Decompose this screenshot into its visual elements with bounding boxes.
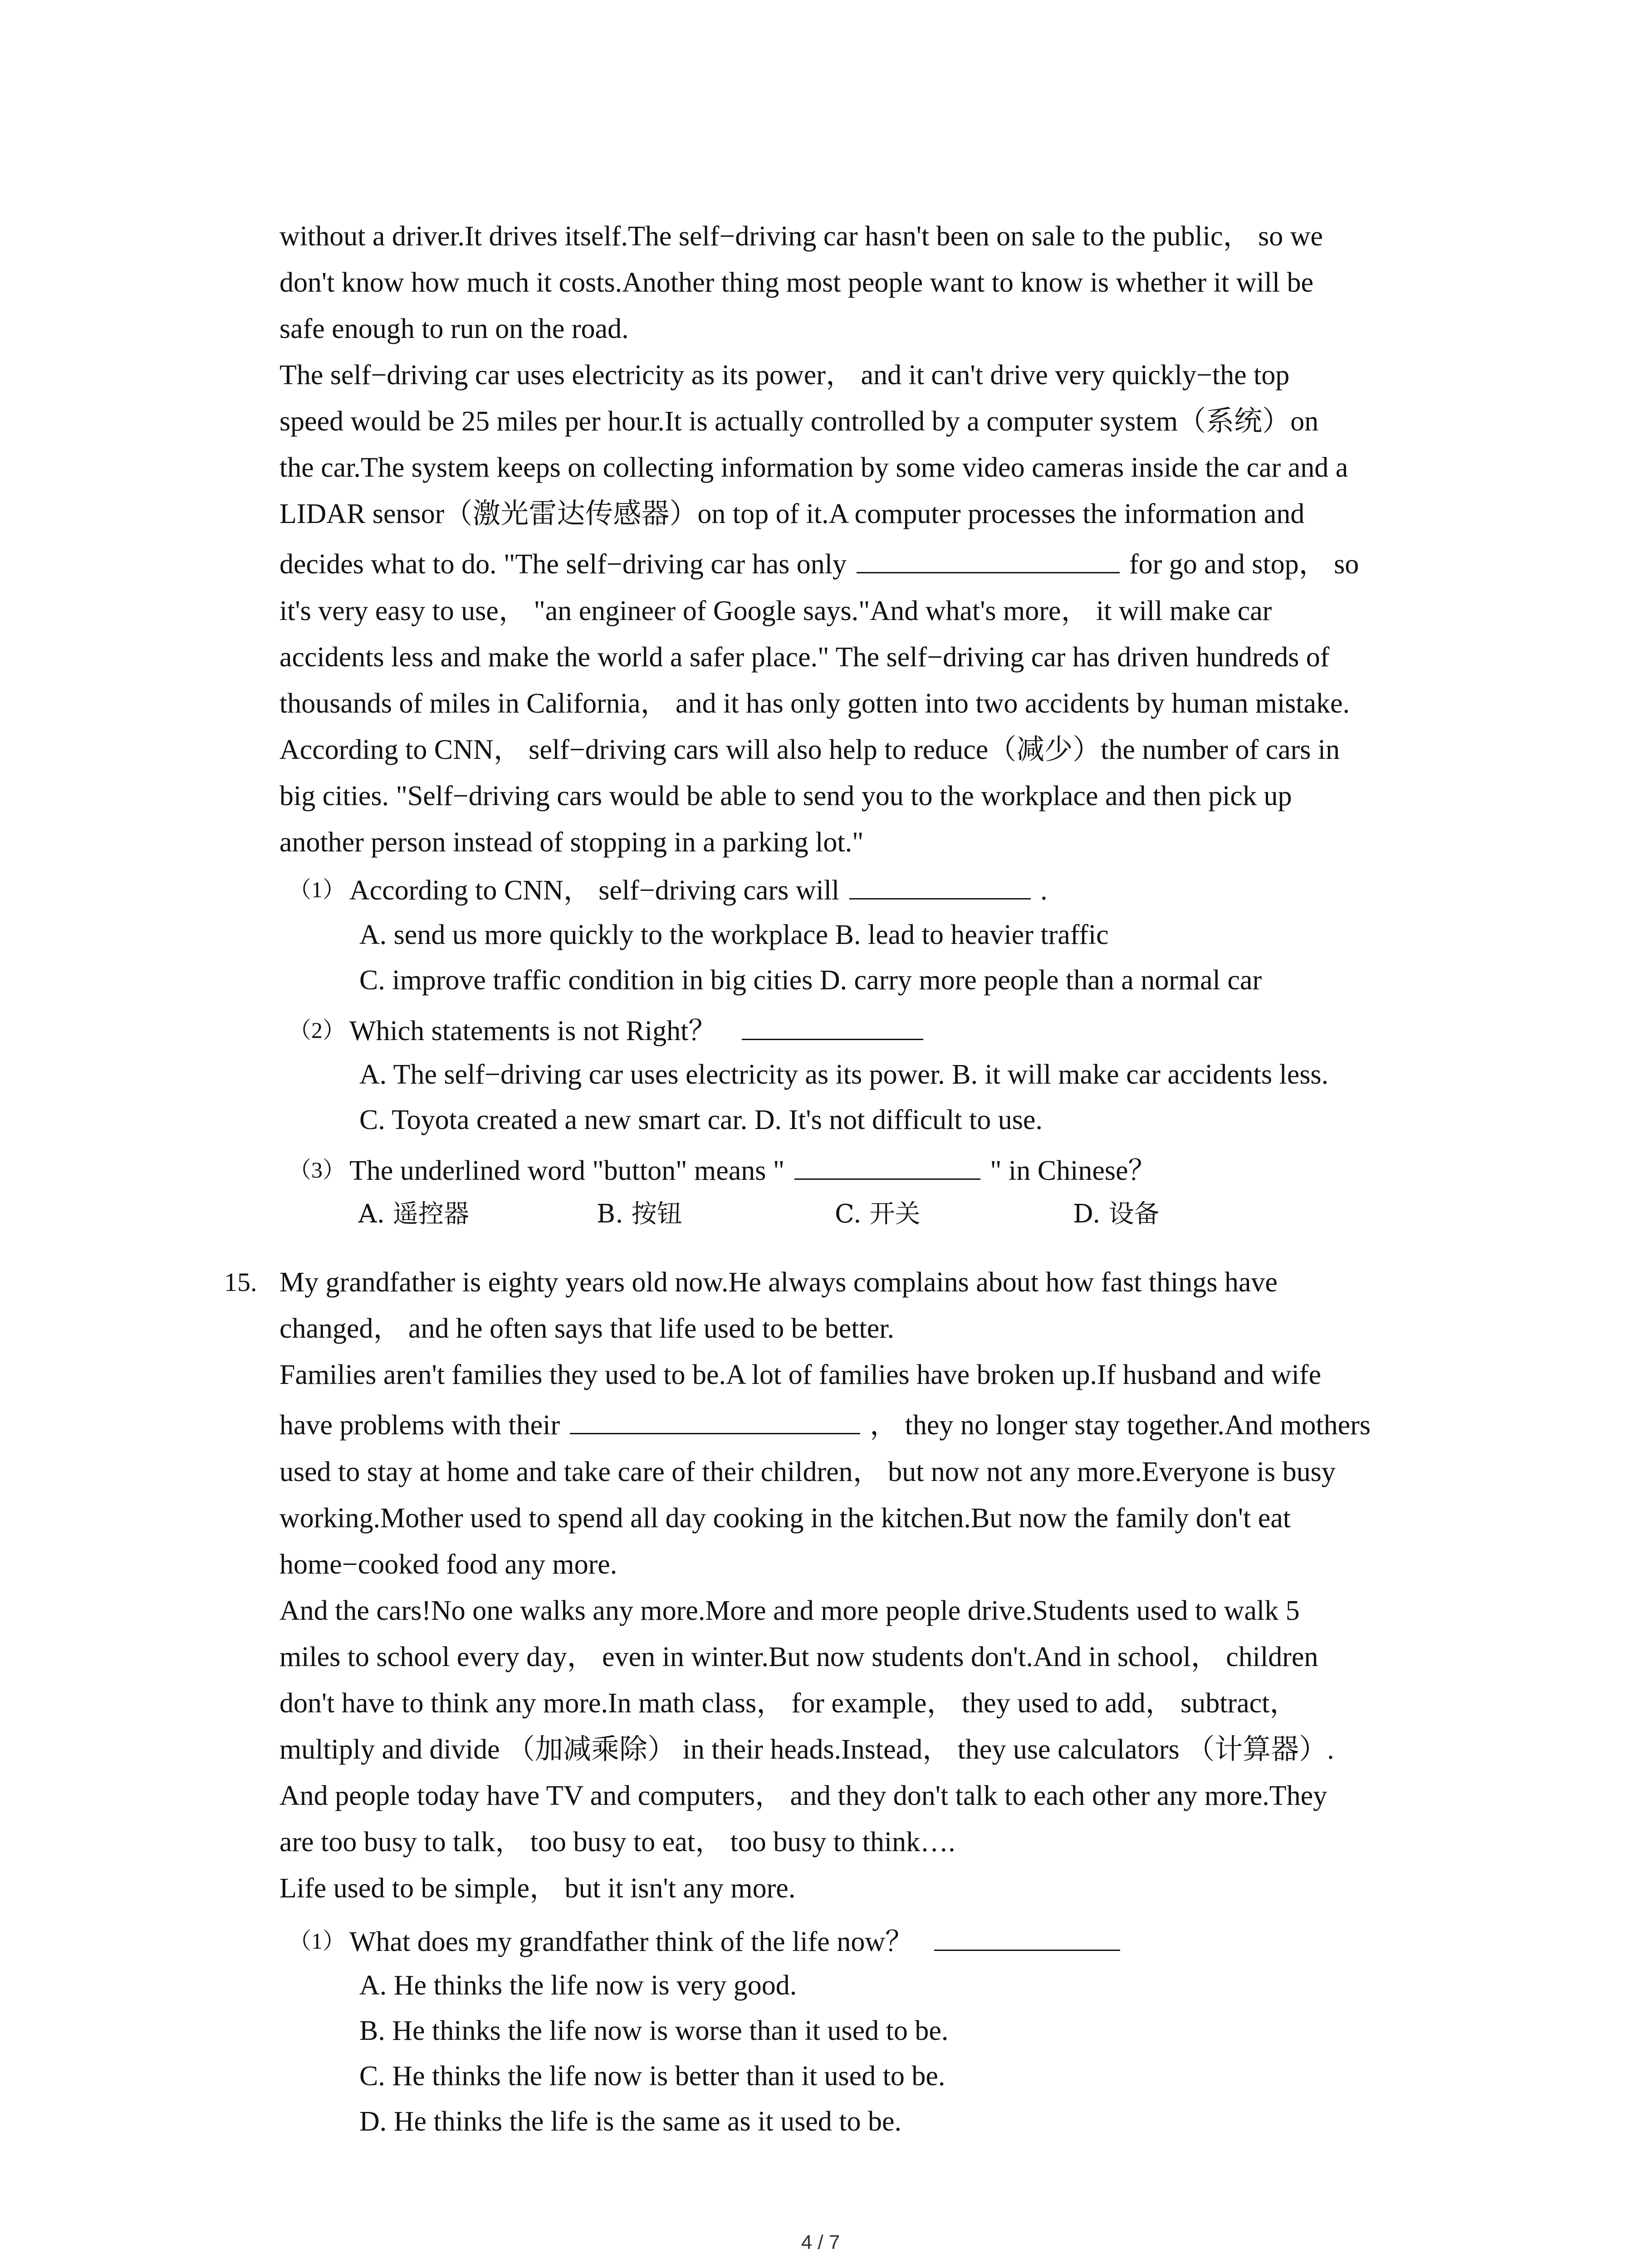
passage-line-with-blank — [279, 537, 1459, 588]
passage-line: accidents less and make the world a safer place." The self−driving car has driven hundreds of — [279, 642, 1330, 673]
passage-text: decides what to do. "The self−driving car has only — [279, 549, 847, 580]
passage-line: My grandfather is eighty years old now.He always complains about how fast things have — [279, 1267, 1278, 1298]
fill-in-blank[interactable] — [570, 1401, 860, 1434]
passage-text: have problems with their — [279, 1410, 560, 1441]
passage-line: don't know how much it costs.Another thing most people want to know is whether it will be — [279, 267, 1314, 298]
question-stem-end: . — [1040, 875, 1048, 906]
passage-line: miles to school every day， even in winter.But now students don't.And in school， children — [279, 1642, 1318, 1672]
answer-blank[interactable] — [742, 1007, 923, 1040]
passage-line: And people today have TV and computers， and they don't talk to each other any more.They — [279, 1780, 1327, 1811]
passage-line: working.Mother used to spend all day cooking in the kitchen.But now the family don't eat — [279, 1503, 1291, 1534]
question-text — [349, 866, 1048, 914]
passage-line: used to stay at home and take care of their children， but now not any more.Everyone is busy — [279, 1457, 1336, 1487]
choice-d[interactable]: D. 设备 — [1073, 1199, 1160, 1229]
passage-line: LIDAR sensor（激光雷达传感器）on top of it.A computer processes the information and — [279, 499, 1305, 529]
question-stem: According to CNN， self−driving cars will — [349, 875, 840, 906]
answer-blank[interactable] — [934, 1918, 1120, 1951]
question-stem-end: " in Chinese？ — [990, 1155, 1156, 1186]
passage-line: thousands of miles in California， and it has only gotten into two accidents by human mistake. — [279, 688, 1350, 719]
passage-text: for go and stop， so — [1129, 549, 1359, 580]
passage-line: safe enough to run on the road. — [279, 313, 629, 344]
passage-line: Families aren't families they used to be.A lot of families have broken up.If husband and wife — [279, 1359, 1321, 1390]
passage-line: are too busy to talk， too busy to eat， too busy to think…. — [279, 1827, 955, 1857]
question-number: （1） — [289, 877, 345, 902]
passage-line: The self−driving car uses electricity as its power， and it can't drive very quickly−the top — [279, 360, 1290, 391]
passage-line: without a driver.It drives itself.The self−driving car hasn't been on sale to the public， so we — [279, 221, 1323, 252]
choice-b[interactable]: B. 按钮 — [597, 1199, 682, 1229]
passage-line: speed would be 25 miles per hour.It is actually controlled by a computer system（系统）on — [279, 406, 1319, 437]
answer-blank[interactable] — [849, 866, 1031, 899]
choice-c[interactable]: C. 开关 — [835, 1199, 921, 1229]
passage-line: another person instead of stopping in a parking lot." — [279, 827, 864, 858]
option-a[interactable]: A. He thinks the life now is very good. — [359, 1970, 797, 2001]
option-line[interactable]: A. The self−driving car uses electricity as its power. B. it will make car accidents less. — [359, 1059, 1329, 1090]
passage-14 — [279, 213, 1459, 865]
question-text — [349, 1007, 926, 1054]
question-stem: The underlined word "button" means " — [349, 1155, 785, 1186]
passage-line: big cities. "Self−driving cars would be able to send you to the workplace and then pick up — [279, 781, 1292, 811]
page-number: 4 / 7 — [801, 2231, 840, 2253]
passage-line: it's very easy to use， "an engineer of Google says."And what's more， it will make car — [279, 596, 1272, 626]
option-line[interactable]: C. Toyota created a new smart car. D. It's not difficult to use. — [359, 1105, 1043, 1135]
passage-line: Life used to be simple， but it isn't any more. — [279, 1873, 796, 1904]
passage-line: changed， and he often says that life used to be better. — [279, 1313, 894, 1344]
option-d[interactable]: D. He thinks the life is the same as it used to be. — [359, 2106, 901, 2137]
passage-line: And the cars!No one walks any more.More and more people drive.Students used to walk 5 — [279, 1595, 1300, 1626]
option-line[interactable]: C. improve traffic condition in big cities D. carry more people than a normal car — [359, 965, 1262, 996]
passage-line: the car.The system keeps on collecting information by some video cameras inside the car and a — [279, 452, 1348, 483]
passage-line: home−cooked food any more. — [279, 1549, 617, 1580]
passage-line: According to CNN， self−driving cars will also help to reduce（减少）the number of cars in — [279, 734, 1340, 765]
question-number: （1） — [289, 1928, 345, 1954]
question-text — [349, 1918, 1123, 1965]
question-stem: What does my grandfather think of the life now？ — [349, 1926, 914, 1957]
question-number: （2） — [289, 1017, 345, 1043]
question-number-15: 15. — [224, 1267, 257, 1297]
choice-a[interactable]: A. 遥控器 — [358, 1199, 470, 1229]
question-stem: Which statements is not Right？ — [349, 1016, 717, 1046]
passage-15 — [279, 1259, 1459, 1911]
passage-line: don't have to think any more.In math class， for example， they used to add， subtract， — [279, 1688, 1298, 1719]
passage-line-with-blank — [279, 1398, 1459, 1449]
question-text — [349, 1147, 1156, 1194]
option-line[interactable]: A. send us more quickly to the workplace B. lead to heavier traffic — [359, 919, 1109, 950]
fill-in-blank[interactable] — [857, 540, 1120, 573]
passage-text: ， they no longer stay together.And mothers — [870, 1410, 1371, 1441]
question-number: （3） — [289, 1157, 345, 1183]
answer-blank[interactable] — [794, 1147, 980, 1180]
option-b[interactable]: B. He thinks the life now is worse than it used to be. — [359, 2015, 949, 2046]
option-c[interactable]: C. He thinks the life now is better than it used to be. — [359, 2061, 945, 2092]
passage-line: multiply and divide （加减乘除） in their heads.Instead， they use calculators （计算器）. — [279, 1734, 1334, 1765]
